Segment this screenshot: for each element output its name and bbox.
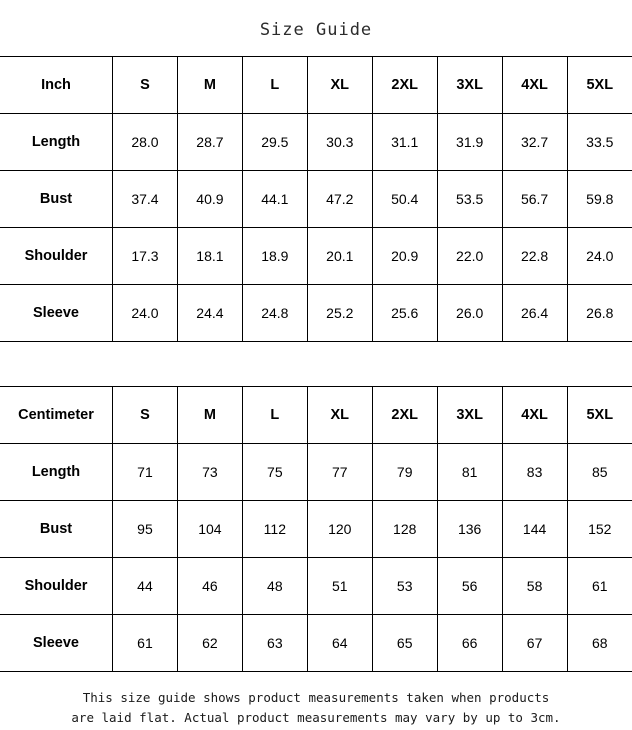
cell: 40.9	[177, 171, 242, 228]
cell: 44.1	[242, 171, 307, 228]
cell: 24.0	[567, 228, 632, 285]
cell: 22.8	[502, 228, 567, 285]
column-header-2xl: 2XL	[372, 387, 437, 444]
cell: 53	[372, 558, 437, 615]
cell: 58	[502, 558, 567, 615]
column-header-xl: XL	[307, 387, 372, 444]
cell: 67	[502, 615, 567, 672]
row-label-sleeve: Sleeve	[0, 285, 113, 342]
cell: 64	[307, 615, 372, 672]
cell: 46	[177, 558, 242, 615]
cell: 65	[372, 615, 437, 672]
cell: 25.6	[372, 285, 437, 342]
cell: 20.1	[307, 228, 372, 285]
cell: 26.8	[567, 285, 632, 342]
column-header-4xl: 4XL	[502, 387, 567, 444]
cell: 31.9	[437, 114, 502, 171]
cell: 59.8	[567, 171, 632, 228]
table-row	[0, 615, 632, 672]
cell: 61	[113, 615, 178, 672]
cell: 83	[502, 444, 567, 501]
unit-label-inch: Inch	[0, 57, 113, 114]
footer-note	[0, 672, 632, 728]
cell: 26.4	[502, 285, 567, 342]
cell: 28.0	[113, 114, 178, 171]
cell: 53.5	[437, 171, 502, 228]
cell: 18.1	[177, 228, 242, 285]
cell: 22.0	[437, 228, 502, 285]
cell: 152	[567, 501, 632, 558]
footer-line-1: This size guide shows product measurements taken when products	[82, 690, 550, 705]
cell: 120	[307, 501, 372, 558]
cell: 71	[113, 444, 178, 501]
cell: 18.9	[242, 228, 307, 285]
table-row	[0, 285, 632, 342]
cell: 26.0	[437, 285, 502, 342]
column-header-xl: XL	[307, 57, 372, 114]
cell: 62	[177, 615, 242, 672]
table-row	[0, 558, 632, 615]
cell: 50.4	[372, 171, 437, 228]
cell: 24.8	[242, 285, 307, 342]
cell: 32.7	[502, 114, 567, 171]
cell: 128	[372, 501, 437, 558]
column-header-4xl: 4XL	[502, 57, 567, 114]
cell: 77	[307, 444, 372, 501]
cell: 144	[502, 501, 567, 558]
row-label-shoulder: Shoulder	[0, 558, 113, 615]
column-header-m: M	[177, 387, 242, 444]
cell: 44	[113, 558, 178, 615]
cell: 24.0	[113, 285, 178, 342]
cell: 47.2	[307, 171, 372, 228]
column-header-5xl: 5XL	[567, 57, 632, 114]
cell: 136	[437, 501, 502, 558]
column-header-l: L	[242, 57, 307, 114]
row-label-sleeve: Sleeve	[0, 615, 113, 672]
table-row	[0, 444, 632, 501]
table-header-row	[0, 57, 632, 114]
column-header-m: M	[177, 57, 242, 114]
row-label-length: Length	[0, 444, 113, 501]
table-row	[0, 171, 632, 228]
column-header-5xl: 5XL	[567, 387, 632, 444]
page-title: Size Guide	[259, 20, 373, 40]
table-row	[0, 228, 632, 285]
row-label-bust: Bust	[0, 171, 113, 228]
cell: 61	[567, 558, 632, 615]
cell: 112	[242, 501, 307, 558]
cell: 66	[437, 615, 502, 672]
cell: 20.9	[372, 228, 437, 285]
cell: 56	[437, 558, 502, 615]
cell: 73	[177, 444, 242, 501]
row-label-bust: Bust	[0, 501, 113, 558]
table-spacer	[0, 342, 632, 386]
cell: 17.3	[113, 228, 178, 285]
cell: 85	[567, 444, 632, 501]
cell: 24.4	[177, 285, 242, 342]
inch-size-table	[0, 56, 632, 342]
cell: 33.5	[567, 114, 632, 171]
cell: 79	[372, 444, 437, 501]
table-header-row	[0, 387, 632, 444]
cell: 25.2	[307, 285, 372, 342]
cell: 31.1	[372, 114, 437, 171]
column-header-3xl: 3XL	[437, 57, 502, 114]
table-row	[0, 501, 632, 558]
column-header-s: S	[113, 57, 178, 114]
cell: 28.7	[177, 114, 242, 171]
table-row	[0, 114, 632, 171]
column-header-s: S	[113, 387, 178, 444]
cell: 51	[307, 558, 372, 615]
cell: 81	[437, 444, 502, 501]
cell: 48	[242, 558, 307, 615]
row-label-length: Length	[0, 114, 113, 171]
cell: 37.4	[113, 171, 178, 228]
cell: 63	[242, 615, 307, 672]
cell: 29.5	[242, 114, 307, 171]
cell: 75	[242, 444, 307, 501]
column-header-l: L	[242, 387, 307, 444]
column-header-2xl: 2XL	[372, 57, 437, 114]
cell: 30.3	[307, 114, 372, 171]
row-label-shoulder: Shoulder	[0, 228, 113, 285]
cell: 68	[567, 615, 632, 672]
cell: 104	[177, 501, 242, 558]
column-header-3xl: 3XL	[437, 387, 502, 444]
centimeter-size-table	[0, 386, 632, 672]
footer-line-2: are laid flat. Actual product measurements may vary by up to 3cm.	[71, 710, 561, 725]
unit-label-centimeter: Centimeter	[0, 387, 113, 444]
cell: 56.7	[502, 171, 567, 228]
cell: 95	[113, 501, 178, 558]
